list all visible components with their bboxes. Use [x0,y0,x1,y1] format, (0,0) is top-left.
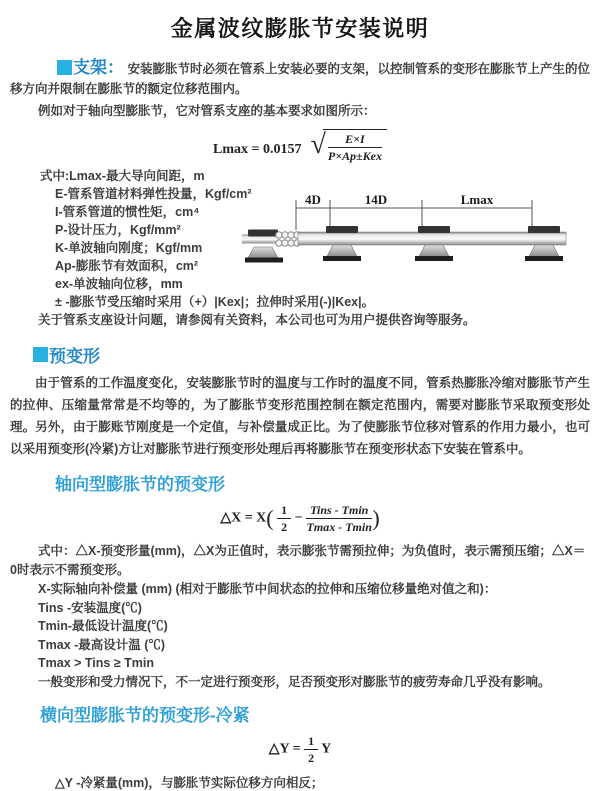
lateral-subheading: 横向型膨胀节的预变形-冷紧 [40,706,250,725]
predeform-section-heading [33,342,600,367]
definition-line: K-单波轴向刚度；Kgf/mm [55,241,203,255]
axial-definition-line: Tmax > Tins ≥ Tmin [38,656,155,670]
definition-line: ex-单波轴向位移，mm [55,277,183,291]
definition-line: P-设计压力，Kgf/mm² [55,223,181,237]
main-pipe [298,232,566,245]
dim-label-14d: 14D [364,192,388,207]
axial-intro-line: 式中：△X-预变形量(mm)，△X为正值时，表示膨张节需预拉伸；为负值时，表示需预压缩；△X＝0时表示不需预变形。 [10,544,586,577]
formula-suffix: Y [321,741,332,757]
fraction-numerator: E×I [328,132,382,148]
formula-prefix: △Y = [268,741,301,757]
fraction-numerator: 1 [277,503,291,519]
axial-definition-line: X-实际轴向补偿量 (mm) (相对于膨胀节中间状态的拉伸和压缩位移量绝对值之和)： [38,582,497,596]
lateral-definition-line: △Y -冷紧量(mm)，与膨胀节实际位移方向相反； [55,776,324,790]
support-paragraph [10,58,590,99]
axial-predeform-formula [0,503,600,534]
page-title: 金属波纹膨胀节安装说明 [170,16,430,41]
fraction-denominator: 2 [281,520,288,534]
radical-sign-icon: √ [310,129,326,160]
axial-definition-line: Tmax -最高设计温 (℃) [38,637,166,652]
half-fraction [277,503,291,534]
definition-line: ± -膨胀节受压缩时采用（+）|Kex|；拉伸时采用(-)|Kex|。 [55,295,375,309]
dim-label-lmax: Lmax [460,192,494,207]
blue-square-icon [57,60,72,75]
definition-line: E-管系管道材料弹性投量，Kgf/cm² [55,187,252,201]
minus-sign: − [294,510,303,526]
support-body-text: 安装膨胀节时必须在管系上安装必要的支架，以控制管系的变形在膨胀节上产生的位移方向并限制在膨胀节的额定位移范围内。 [10,62,590,96]
support-note-line: 关于管系支座设计问题，请参阅有关资料，本公司也可为用户提供咨询等服务。 [38,313,476,327]
definition-line: 式中:Lmax-最大导向间距，m [40,169,205,183]
temperature-fraction [306,503,372,534]
definition-line: Ap-膨胀节有效面积，cm² [55,259,199,273]
bellows-section [276,232,300,246]
fraction-denominator: 2 [308,751,315,765]
axial-definitions-list [0,580,600,691]
predeform-heading-text: 预变形 [49,347,100,366]
fraction-denominator: P×Ap±Kex [327,149,382,163]
predeform-paragraph: 由于管系的工作温度变化，安装膨胀节时的温度与工作时的温度不同，管系热膨胀冷缩对膨胀节产生的拉伸、压缩量常常是不均等的，为了膨胀节变形范围控制在额定范围内，需要对膨胀节采取预变形处理。另外，由于膨账节刚度是一个定值，与补偿量成正比。为了使膨胀节位移对管系的作用力最小，也可以采用预变形(冷紧)方让对膨胀节进行预变形处理后再将膨胀节在预变形状态下安装在管系中。 [10,376,590,456]
definition-line: I-管系管道的惯性矩，cm⁴ [55,205,200,219]
axial-subheading: 轴向型膨胀节的预变形 [55,475,225,494]
formula-fraction [328,132,382,163]
axial-definition-line: 一般变形和受力情况下，不一定进行预变形，足否预变形对膨胀节的疲劳寿命几乎没有影响。 [38,674,551,689]
radical-expression [311,129,387,163]
formula-prefix: △X = X [220,510,267,526]
pipe-support-diagram [242,190,568,290]
dim-label-4d: 4D [305,192,321,207]
lateral-coldspring-formula [0,734,600,765]
axial-definition-line: Tins -安装温度(℃) [38,600,142,615]
blue-square-icon [33,347,48,362]
support-example-line: 例如对于轴向型膨胀节，它对管系支座的基本要求如图所示： [38,104,376,118]
fraction-numerator: 1 [304,734,318,750]
guide-spacing-formula [0,129,600,163]
close-paren: ) [372,505,380,531]
radical-body [323,129,387,163]
axial-definition-line: Tmin-最低设计温度(℃) [38,619,168,633]
support-heading: 支架： [73,58,124,77]
open-paren: ( [266,505,274,531]
fraction-numerator: Tins - Tmin [306,503,372,519]
formula-lhs: Lmax = 0.0157 [213,142,302,157]
half-fraction [304,734,318,765]
fraction-denominator: Tmax - Tmin [306,520,372,534]
